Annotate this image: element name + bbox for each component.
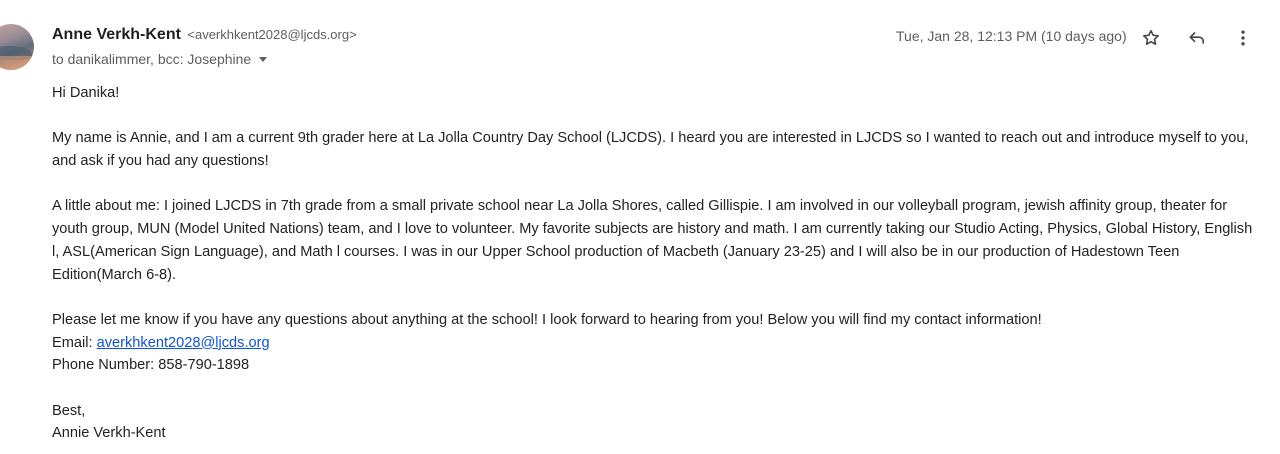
email-label: Email: bbox=[52, 334, 97, 351]
avatar[interactable] bbox=[0, 24, 34, 70]
closing-request: Please let me know if you have any questions about anything at the school! I look forward to hearing from you! Below you will find my contact information! bbox=[52, 311, 1042, 328]
message-header bbox=[52, 26, 1280, 70]
message-date: Tue, Jan 28, 12:13 PM (10 days ago) bbox=[896, 28, 1127, 44]
more-options-button[interactable] bbox=[1231, 26, 1255, 50]
greeting: Hi Danika! bbox=[52, 85, 120, 101]
contact-email-link[interactable]: averkhkent2028@ljcds.org bbox=[96, 334, 270, 351]
reply-button[interactable] bbox=[1185, 26, 1209, 50]
reply-icon bbox=[1187, 28, 1207, 48]
star-icon bbox=[1141, 28, 1161, 48]
sender-email: <averkhkent2028@ljcds.org> bbox=[187, 27, 357, 42]
message-body bbox=[52, 82, 1262, 445]
recipients-text: to danikalimmer, bcc: Josephine bbox=[52, 51, 252, 67]
star-button[interactable] bbox=[1139, 26, 1163, 50]
sender-name[interactable]: Anne Verkh-Kent bbox=[52, 26, 181, 43]
chevron-down-icon[interactable] bbox=[259, 57, 267, 62]
signoff: Best, bbox=[52, 402, 86, 419]
contact-email-line bbox=[52, 332, 1262, 355]
intro-paragraph: My name is Annie, and I am a current 9th grader here at La Jolla Country Day School (LJCDS). I heard you are interested in LJCDS so I wanted to reach out and introduce myself to you, and ask if you had any questions! bbox=[52, 130, 1249, 170]
sender-line bbox=[52, 26, 357, 44]
about-paragraph: A little about me: I joined LJCDS in 7th grade from a small private school near La Jolla Shores, called Gillispie. I am involved in our volleyball program, jewish affinity group, theater for youth group, MUN (Model United Nations) team, and I love to volunteer. My favorite subjects are history and math. I am currently taking our Studio Acting, Physics, Global History, English l, ASL(American Sign Language), and Math l courses. I was in our Upper School production of Macbeth (January 23-25) and I will also be in our production of Hadestown Teen Edition(March 6-8). bbox=[52, 198, 1253, 283]
more-vert-icon bbox=[1233, 28, 1253, 48]
signature: Annie Verkh-Kent bbox=[52, 425, 166, 442]
phone-number: Phone Number: 858-790-1898 bbox=[52, 357, 250, 374]
recipients-toggle[interactable] bbox=[52, 51, 267, 67]
